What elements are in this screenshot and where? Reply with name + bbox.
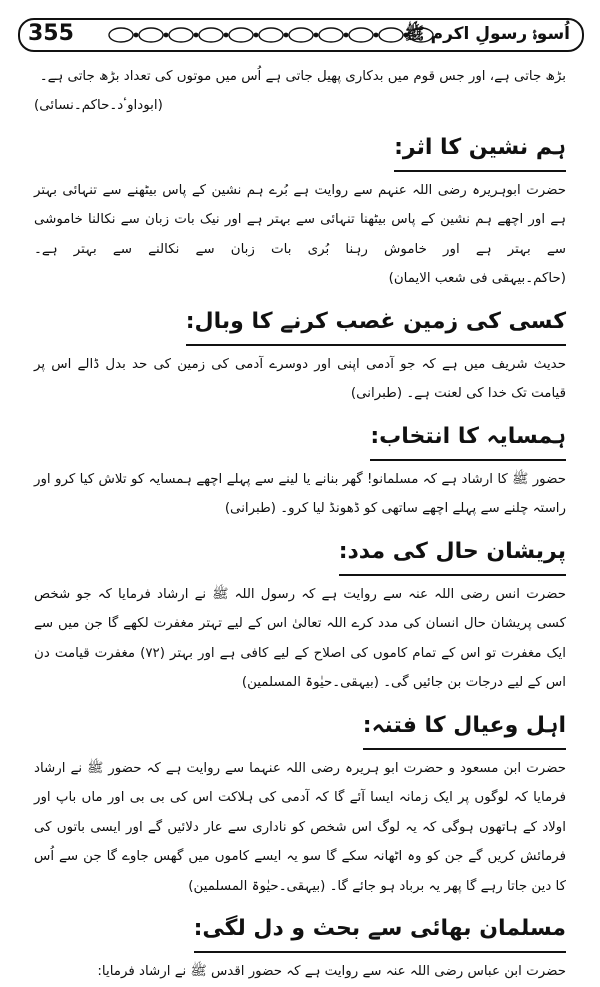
- section-heading-companion: [34, 128, 566, 172]
- section-text-help: [34, 580, 566, 698]
- section-heading-help: [34, 532, 566, 576]
- section-heading-family: [34, 706, 566, 750]
- citation: (بیہقی۔حیٰوۃ المسلمین): [188, 878, 326, 894]
- section-text-family: [34, 754, 566, 902]
- paragraph-text: حضرت انس رضی اللہ عنہ سے روایت ہے کہ رسول اللہ ﷺ نے ارشاد فرمایا کہ جو شخص کسی پریشان حال انسان کی مدد کرے اللہ تعالیٰ اس کے لیے تہتر مغفرت لکھے گا جن میں سے ایک مغفرت تو اس کے تمام کاموں کی اصلاح کے لیے کافی ہے اور بہتر (۷۲) مغفرت قیامت دن اس کے لیے درجات بن جائیں گی۔: [34, 586, 566, 690]
- section-text-neighbor: [34, 465, 566, 524]
- heading-text: پریشان حال کی مدد:: [339, 532, 566, 576]
- heading-text: ہم نشین کا اثر:: [394, 128, 566, 172]
- section-text-argument: [34, 957, 566, 987]
- page-header: [18, 18, 584, 52]
- heading-text: کسی کی زمین غصب کرنے کا وبال:: [186, 302, 566, 346]
- page-content: [34, 62, 566, 987]
- paragraph-text: حضور ﷺ کا ارشاد ہے کہ مسلمانو! گھر بنانے یا لینے سے پہلے اچھے ہمسایہ کو تلاش کیا کرو اور راستہ چلنے سے پہلے اچھے ساتھی کو ڈھونڈ لیا کرو۔: [34, 471, 566, 516]
- citation: (بیہقی۔حیٰوۃ المسلمین): [241, 675, 379, 690]
- paragraph-text: حضرت ابن عباس رضی اللہ عنہ سے روایت ہے کہ حضور اقدس ﷺ نے ارشاد فرمایا:: [97, 964, 566, 979]
- section-heading-land: [34, 302, 566, 346]
- intro-reference: (ابوداوٴد۔حاکم۔نسائی): [34, 97, 163, 113]
- section-text-land: [34, 350, 566, 409]
- section-heading-argument: [34, 909, 566, 953]
- citation: (طبرانی): [224, 501, 276, 516]
- citation: (حاکم۔بیہقی فی شعب الایمان): [388, 271, 566, 286]
- intro-paragraph: بڑھ جاتی ہے، اور جس قوم میں بدکاری پھیل جاتی ہے اُس میں موتوں کی تعداد بڑھ جاتی ہے۔: [39, 69, 566, 84]
- book-title: اُسوۂ رسولِ اکرم ﷺ: [404, 24, 570, 44]
- ornament-border-icon: [106, 25, 436, 45]
- heading-text: اہل وعیال کا فتنہ:: [363, 706, 566, 750]
- paragraph-text: حضرت ابوہریرہ رضی اللہ عنہم سے روایت ہے بُرے ہم نشین کے پاس بیٹھنے سے تنہائی بہتر ہے اور اچھے ہم نشین کے پاس بیٹھنا تنہائی سے بہتر ہے اور نیک بات زبان سے نکالنا خاموشی سے بہتر ہے اور خاموش رہنا بُری بات زبان سے نکالنے سے بہتر ہے۔: [34, 182, 566, 257]
- paragraph-text: حضرت ابن مسعود و حضرت ابو ہریرہ رضی اللہ عنہما سے روایت ہے کہ حضور ﷺ نے ارشاد فرمایا کہ لوگوں پر ایک زمانہ ایسا آئے گا کہ آدمی کی ہلاکت اس کی بی بی اور ماں باپ اور اولاد کے ہاتھوں ہوگی کہ یہ لوگ اس شخص کو ناداری سے عار دلائیں گے اور ایسی باتوں کی فرمائش کریں گے جن کو وہ اٹھانہ سکے گا سو یہ ایسے کاموں میں گھس جاوے گا جن سے اُس کا دین جاتا رہے گا پھر یہ برباد ہو جائے گا۔: [34, 760, 566, 894]
- heading-text: مسلمان بھائی سے بحث و دل لگی:: [194, 909, 566, 953]
- section-heading-neighbor: [34, 417, 566, 461]
- page-number: 355: [28, 21, 74, 46]
- paragraph-text: حدیث شریف میں ہے کہ جو آدمی اپنی اور دوسرے آدمی کی زمین کی حد بدل ڈالے اس پر قیامت تک خدا کی لعنت ہے۔: [34, 356, 566, 401]
- section-text-companion: [34, 176, 566, 294]
- citation: (طبرانی): [350, 386, 403, 401]
- heading-text: ہمسایہ کا انتخاب:: [370, 417, 566, 461]
